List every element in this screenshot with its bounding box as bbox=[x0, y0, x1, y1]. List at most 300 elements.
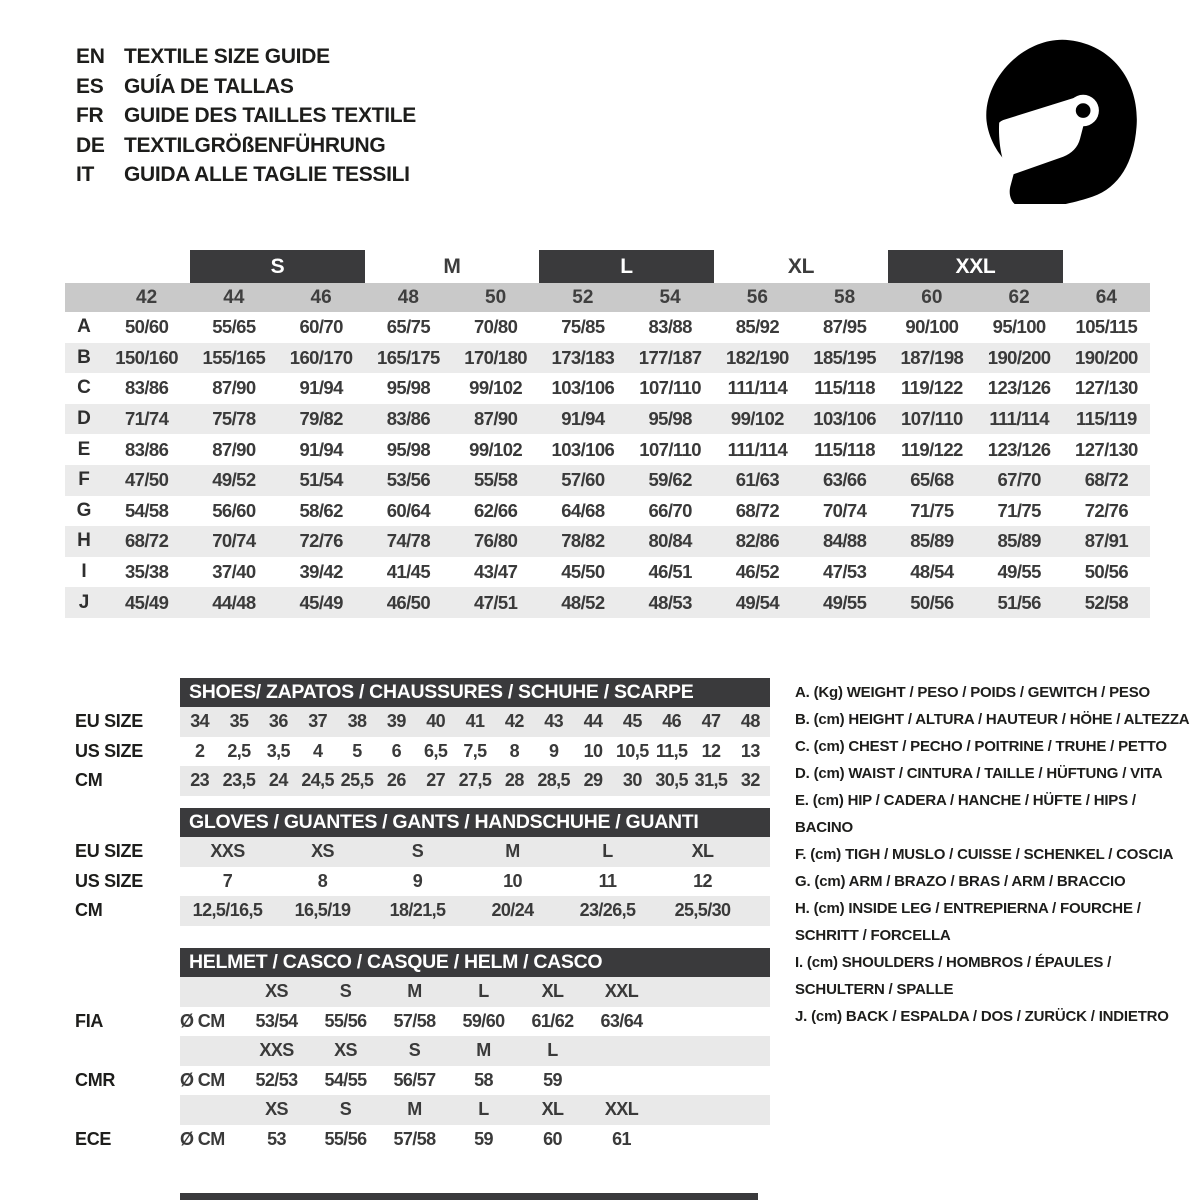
measurement-row-letter: A bbox=[77, 316, 91, 338]
section-row bbox=[75, 737, 770, 767]
language-title-row bbox=[76, 160, 416, 190]
size-value: 85/89 bbox=[910, 530, 954, 552]
numeric-size-row bbox=[65, 283, 1150, 312]
numeric-size: 46 bbox=[310, 286, 332, 308]
helmet-size-label: M bbox=[407, 981, 422, 1002]
size-value: 5 bbox=[352, 740, 362, 761]
section-row bbox=[75, 867, 770, 897]
row-cells bbox=[180, 867, 770, 897]
size-value: 72/76 bbox=[299, 530, 343, 552]
language-title-list bbox=[76, 42, 416, 190]
helmet-size-value: 58 bbox=[474, 1069, 493, 1090]
size-value: L bbox=[602, 841, 613, 862]
helmet-size-label: XL bbox=[541, 1099, 564, 1120]
size-value: 12 bbox=[693, 870, 712, 891]
size-value: 68/72 bbox=[735, 499, 780, 521]
helmet-standard-label: FIA bbox=[75, 1010, 104, 1031]
size-value: 48/54 bbox=[910, 561, 954, 583]
size-value: 170/180 bbox=[464, 346, 527, 368]
size-value: 10,5 bbox=[616, 740, 649, 761]
size-value: 44/48 bbox=[212, 591, 256, 613]
size-value: 185/195 bbox=[813, 346, 876, 368]
size-value: 173/183 bbox=[551, 346, 615, 368]
diameter-unit-label: Ø CM bbox=[180, 1069, 225, 1090]
size-value: S bbox=[411, 841, 424, 862]
helmet-size-labels bbox=[180, 1095, 770, 1125]
size-value: XS bbox=[311, 841, 334, 862]
section-row bbox=[75, 766, 770, 796]
size-value: 95/100 bbox=[992, 316, 1046, 338]
size-value: 84/88 bbox=[822, 530, 867, 552]
size-value: 64/68 bbox=[561, 499, 605, 521]
size-value: 10 bbox=[583, 740, 603, 761]
size-value: 41 bbox=[465, 711, 485, 732]
size-value: 49/52 bbox=[212, 469, 256, 491]
helmet-size-label: XS bbox=[334, 1040, 357, 1061]
size-table-row bbox=[65, 557, 1150, 588]
unit-spacer bbox=[180, 1095, 242, 1125]
size-value: 111/114 bbox=[727, 438, 788, 460]
measurement-row-letter: F bbox=[78, 469, 90, 491]
legend-item: C. (cm) CHEST / PECHO / POITRINE / TRUHE / PETTO bbox=[795, 738, 1167, 755]
helmet-size-values bbox=[180, 1066, 770, 1096]
section-row bbox=[75, 837, 770, 867]
size-value: 39/42 bbox=[299, 561, 343, 583]
size-value: 36 bbox=[268, 711, 288, 732]
size-value: 79/82 bbox=[299, 408, 343, 430]
size-value: 115/118 bbox=[814, 438, 875, 460]
helmet-size-labels bbox=[180, 977, 770, 1007]
size-value: 49/55 bbox=[997, 561, 1041, 583]
size-value: 43 bbox=[544, 711, 564, 732]
size-value: 68/72 bbox=[124, 530, 169, 552]
ece-row bbox=[75, 1125, 770, 1155]
size-group-l: L bbox=[539, 250, 714, 283]
measurement-row-letter: H bbox=[77, 530, 91, 552]
numeric-size: 42 bbox=[136, 286, 158, 308]
size-value: 44 bbox=[583, 711, 603, 732]
helmet-size-label: L bbox=[547, 1040, 558, 1061]
legend-item: H. (cm) INSIDE LEG / ENTREPIERNA / FOURCHE / SCHRITT / FORCELLA bbox=[795, 900, 1141, 944]
size-value: 46/51 bbox=[648, 561, 692, 583]
size-value: 182/190 bbox=[726, 346, 789, 368]
measurement-row-letter: E bbox=[77, 438, 91, 460]
size-value: 127/130 bbox=[1075, 377, 1138, 399]
size-table-row bbox=[65, 465, 1150, 496]
size-value: 41/45 bbox=[386, 561, 431, 583]
size-value: 107/110 bbox=[639, 438, 701, 460]
size-value: 51/56 bbox=[997, 591, 1041, 613]
size-value: 78/82 bbox=[561, 530, 605, 552]
row-cells bbox=[180, 896, 770, 926]
size-value: 107/110 bbox=[901, 408, 963, 430]
size-value: 74/78 bbox=[386, 530, 431, 552]
helmet-size-label: XXL bbox=[604, 1099, 639, 1120]
size-table-row bbox=[65, 434, 1150, 465]
size-value: 107/110 bbox=[639, 377, 701, 399]
size-value: 83/86 bbox=[124, 438, 169, 460]
numeric-size: 52 bbox=[572, 286, 594, 308]
size-value: 87/91 bbox=[1084, 530, 1129, 552]
size-value: 11,5 bbox=[655, 740, 688, 761]
size-value: 91/94 bbox=[299, 438, 343, 460]
size-value: 50/56 bbox=[910, 591, 954, 613]
numeric-size: 50 bbox=[485, 286, 507, 308]
size-value: 63/66 bbox=[822, 469, 867, 491]
size-value: 127/130 bbox=[1075, 438, 1138, 460]
size-value: 35/38 bbox=[124, 561, 169, 583]
size-value: 95/98 bbox=[648, 408, 692, 430]
size-value: XL bbox=[691, 841, 714, 862]
size-value: 51/54 bbox=[299, 469, 343, 491]
helmet-size-value: 60 bbox=[543, 1128, 562, 1149]
ece-size-band bbox=[75, 1095, 770, 1125]
size-value: 27,5 bbox=[458, 770, 492, 791]
size-value: 31,5 bbox=[694, 770, 728, 791]
size-table-row bbox=[65, 587, 1150, 618]
bottom-partial-bar bbox=[180, 1193, 758, 1200]
size-value: 42 bbox=[504, 711, 524, 732]
size-value: 23/26,5 bbox=[579, 900, 636, 921]
row-cells bbox=[180, 837, 770, 867]
helmet-size-label: S bbox=[408, 1040, 421, 1061]
helmet-size-label: M bbox=[407, 1099, 422, 1120]
size-value: 87/90 bbox=[212, 377, 256, 399]
helmet-size-value: 53/54 bbox=[255, 1010, 298, 1031]
size-value: 40 bbox=[426, 711, 446, 732]
size-value: 46 bbox=[662, 711, 682, 732]
size-value: 82/86 bbox=[735, 530, 780, 552]
gloves-size-table bbox=[75, 808, 770, 926]
size-value: 123/126 bbox=[987, 438, 1051, 460]
size-value: 150/160 bbox=[115, 346, 178, 368]
size-value: 43/47 bbox=[473, 561, 518, 583]
legend-item: B. (cm) HEIGHT / ALTURA / HAUTEUR / HÖHE / ALTEZZA bbox=[795, 711, 1190, 728]
size-table-row bbox=[65, 404, 1150, 435]
size-value: 190/200 bbox=[1075, 346, 1138, 368]
size-group-s: S bbox=[190, 250, 365, 283]
size-value: 57/60 bbox=[561, 469, 605, 491]
size-value: 35 bbox=[229, 711, 249, 732]
size-value: 67/70 bbox=[997, 469, 1041, 491]
size-value: 6,5 bbox=[424, 740, 448, 761]
size-value: 53/56 bbox=[386, 469, 431, 491]
size-value: 111/114 bbox=[727, 377, 788, 399]
size-value: 7,5 bbox=[463, 740, 487, 761]
size-value: 87/95 bbox=[822, 316, 867, 338]
size-value: 39 bbox=[386, 711, 406, 732]
size-value: 46/52 bbox=[735, 561, 780, 583]
cmr-row bbox=[75, 1066, 770, 1096]
gloves-section-header: GLOVES / GUANTES / GANTS / HANDSCHUHE / GUANTI bbox=[180, 808, 770, 837]
size-value: 99/102 bbox=[469, 377, 523, 399]
size-value: 85/92 bbox=[735, 316, 780, 338]
measurement-row-letter: J bbox=[78, 591, 90, 613]
size-value: 29 bbox=[583, 770, 603, 791]
helmet-size-values bbox=[180, 1125, 770, 1155]
helmet-size-label: S bbox=[339, 981, 352, 1002]
size-value: 115/118 bbox=[814, 377, 875, 399]
size-value: 71/75 bbox=[910, 499, 954, 521]
helmet-size-label: XXL bbox=[604, 981, 639, 1002]
size-value: 58/62 bbox=[299, 499, 343, 521]
size-value: 190/200 bbox=[987, 346, 1051, 368]
row-label-spacer bbox=[75, 1036, 180, 1066]
size-value: 165/175 bbox=[377, 346, 440, 368]
helmet-size-value: 55/56 bbox=[324, 1128, 367, 1149]
section-row bbox=[75, 896, 770, 926]
fia-size-band bbox=[75, 977, 770, 1007]
racing-helmet-graphic bbox=[975, 36, 1143, 204]
size-value: 34 bbox=[190, 711, 210, 732]
helmet-size-labels bbox=[180, 1036, 770, 1066]
numeric-size: 58 bbox=[834, 286, 856, 308]
size-value: 48/53 bbox=[648, 591, 692, 613]
row-label: CM bbox=[75, 770, 103, 791]
helmet-size-value: 59 bbox=[474, 1128, 493, 1149]
size-value: 103/106 bbox=[551, 438, 615, 460]
helmet-size-value: 57/58 bbox=[393, 1010, 436, 1031]
size-value: 26 bbox=[386, 770, 406, 791]
helmet-standard-label: ECE bbox=[75, 1128, 112, 1149]
size-value: 45 bbox=[622, 711, 642, 732]
size-value: 4 bbox=[312, 740, 323, 761]
size-value: 76/80 bbox=[473, 530, 518, 552]
helmet-size-table bbox=[75, 948, 770, 1154]
helmet-size-value: 61/62 bbox=[531, 1010, 574, 1031]
size-value: 3,5 bbox=[266, 740, 290, 761]
measurement-row-letter: G bbox=[76, 499, 92, 521]
size-value: 23,5 bbox=[222, 770, 256, 791]
numeric-size: 44 bbox=[223, 286, 245, 308]
size-value: 105/115 bbox=[1075, 316, 1138, 338]
size-value: 28 bbox=[504, 770, 524, 791]
size-value: 12,5/16,5 bbox=[192, 900, 263, 921]
size-value: 60/70 bbox=[299, 316, 343, 338]
size-value: 155/165 bbox=[202, 346, 266, 368]
language-code: EN bbox=[76, 45, 105, 68]
size-value: 85/89 bbox=[997, 530, 1041, 552]
size-value: 38 bbox=[347, 711, 367, 732]
size-value: 91/94 bbox=[561, 408, 605, 430]
helmet-size-value: 52/53 bbox=[255, 1069, 298, 1090]
size-value: 7 bbox=[222, 870, 233, 891]
helmet-size-value: 55/56 bbox=[324, 1010, 367, 1031]
helmet-size-value: 59/60 bbox=[462, 1010, 505, 1031]
row-label: EU SIZE bbox=[75, 711, 143, 732]
language-code: IT bbox=[76, 163, 95, 186]
size-value: 27 bbox=[426, 770, 446, 791]
helmet-size-value: 63/64 bbox=[600, 1010, 643, 1031]
legend-item: G. (cm) ARM / BRAZO / BRAS / ARM / BRACCIO bbox=[795, 873, 1126, 890]
shoes-section-header: SHOES/ ZAPATOS / CHAUSSURES / SCHUHE / SCARPE bbox=[180, 678, 770, 707]
row-cells bbox=[180, 766, 770, 796]
row-label-spacer bbox=[75, 1095, 180, 1125]
numeric-size: 54 bbox=[659, 286, 681, 308]
helmet-size-label: L bbox=[478, 1099, 489, 1120]
size-value: 45/49 bbox=[299, 591, 343, 613]
language-code: DE bbox=[76, 133, 105, 157]
size-value: 95/98 bbox=[386, 438, 431, 460]
size-value: 66/70 bbox=[648, 499, 692, 521]
size-value: 55/65 bbox=[212, 316, 256, 338]
size-value: 9 bbox=[412, 870, 423, 891]
size-value: XXS bbox=[210, 841, 245, 862]
shoes-rows bbox=[75, 707, 770, 796]
size-value: 83/86 bbox=[124, 377, 169, 399]
helmet-size-value: 53 bbox=[267, 1128, 286, 1149]
size-value: 45/49 bbox=[124, 591, 169, 613]
size-value: 25,5/30 bbox=[674, 900, 731, 921]
section-row bbox=[75, 707, 770, 737]
size-value: 115/119 bbox=[1076, 408, 1137, 430]
size-value: 47/53 bbox=[822, 561, 867, 583]
size-value: 47/51 bbox=[473, 591, 518, 613]
language-title-row bbox=[76, 131, 416, 161]
numeric-size: 64 bbox=[1095, 286, 1117, 308]
legend-item: J. (cm) BACK / ESPALDA / DOS / ZURÜCK / INDIETRO bbox=[795, 1008, 1169, 1025]
size-value: 49/54 bbox=[735, 591, 780, 613]
size-value: 95/98 bbox=[386, 377, 431, 399]
numeric-size: 48 bbox=[397, 286, 419, 308]
helmet-size-label: M bbox=[476, 1040, 491, 1061]
size-value: 71/75 bbox=[997, 499, 1041, 521]
helmet-size-label: S bbox=[339, 1099, 352, 1120]
size-value: 103/106 bbox=[551, 377, 615, 399]
size-value: 65/75 bbox=[386, 316, 431, 338]
size-value: 8 bbox=[509, 740, 520, 761]
measurement-row-letter: C bbox=[77, 377, 91, 399]
helmet-size-value: 56/57 bbox=[393, 1069, 436, 1090]
row-label: CM bbox=[75, 900, 103, 921]
size-value: 50/56 bbox=[1084, 561, 1129, 583]
unit-spacer bbox=[180, 977, 242, 1007]
size-group-m: M bbox=[443, 254, 461, 278]
size-value: 32 bbox=[740, 770, 760, 791]
guide-title: GUÍA DE TALLAS bbox=[124, 74, 294, 98]
size-value: 13 bbox=[740, 740, 760, 761]
helmet-size-value: 57/58 bbox=[393, 1128, 436, 1149]
size-value: 48/52 bbox=[561, 591, 605, 613]
size-value: 59/62 bbox=[648, 469, 692, 491]
size-value: 160/170 bbox=[289, 346, 353, 368]
size-value: 9 bbox=[548, 740, 559, 761]
cmr-size-band bbox=[75, 1036, 770, 1066]
size-value: 72/76 bbox=[1084, 499, 1129, 521]
size-value: 55/58 bbox=[473, 469, 518, 491]
size-value: 6 bbox=[391, 740, 402, 761]
helmet-standard-label: CMR bbox=[75, 1069, 116, 1090]
size-value: 62/66 bbox=[473, 499, 518, 521]
row-label-spacer bbox=[75, 977, 180, 1007]
size-group-xl: XL bbox=[787, 254, 815, 278]
size-value: 83/88 bbox=[648, 316, 692, 338]
size-value: 12 bbox=[701, 740, 721, 761]
textile-size-table bbox=[65, 250, 1150, 618]
row-cells bbox=[180, 737, 770, 767]
size-value: 10 bbox=[503, 870, 522, 891]
helmet-size-value: 54/55 bbox=[324, 1069, 367, 1090]
size-value: 80/84 bbox=[648, 530, 692, 552]
measurement-legend bbox=[795, 679, 1195, 1030]
size-value: 71/74 bbox=[124, 408, 169, 430]
size-value: 70/74 bbox=[822, 499, 867, 521]
size-value: 47 bbox=[701, 711, 721, 732]
size-value: 2 bbox=[194, 740, 205, 761]
size-value: 111/114 bbox=[989, 408, 1049, 430]
size-value: 87/90 bbox=[473, 408, 518, 430]
size-table-row bbox=[65, 373, 1150, 404]
size-value: 50/60 bbox=[124, 316, 169, 338]
language-code: FR bbox=[76, 104, 104, 127]
size-value: 99/102 bbox=[730, 408, 784, 430]
row-label: US SIZE bbox=[75, 740, 143, 761]
size-value: 25,5 bbox=[340, 770, 374, 791]
size-group-xxl: XXL bbox=[888, 250, 1063, 283]
size-value: 52/58 bbox=[1084, 591, 1129, 613]
size-value: 37/40 bbox=[212, 561, 256, 583]
guide-title: GUIDA ALLE TAGLIE TESSILI bbox=[124, 163, 410, 186]
legend-item: E. (cm) HIP / CADERA / HANCHE / HÜFTE / HIPS / BACINO bbox=[795, 792, 1136, 836]
size-table-row bbox=[65, 343, 1150, 374]
size-table-rows bbox=[65, 312, 1150, 618]
size-table-row bbox=[65, 312, 1150, 343]
size-value: 46/50 bbox=[386, 591, 431, 613]
size-value: 60/64 bbox=[386, 499, 431, 521]
helmet-size-label: XL bbox=[541, 981, 564, 1002]
size-table-row bbox=[65, 526, 1150, 557]
measurement-row-letter: D bbox=[77, 408, 91, 430]
size-value: 56/60 bbox=[212, 499, 256, 521]
size-value: 87/90 bbox=[212, 438, 256, 460]
helmet-section-header: HELMET / CASCO / CASQUE / HELM / CASCO bbox=[180, 948, 770, 977]
language-title-row bbox=[76, 101, 416, 131]
numeric-size-spacer bbox=[65, 283, 103, 312]
helmet-size-label: XXS bbox=[259, 1040, 294, 1061]
size-value: 177/187 bbox=[638, 346, 702, 368]
row-label: EU SIZE bbox=[75, 841, 143, 862]
row-label: US SIZE bbox=[75, 870, 143, 891]
guide-title: TEXTILE SIZE GUIDE bbox=[124, 45, 330, 68]
legend-item: D. (cm) WAIST / CINTURA / TAILLE / HÜFTUNG / VITA bbox=[795, 765, 1163, 782]
numeric-size: 60 bbox=[921, 286, 943, 308]
numeric-size: 56 bbox=[746, 286, 768, 308]
size-value: 54/58 bbox=[124, 499, 169, 521]
size-value: M bbox=[505, 841, 520, 862]
size-value: 16,5/19 bbox=[294, 900, 351, 921]
size-value: 47/50 bbox=[124, 469, 169, 491]
size-value: 65/68 bbox=[910, 469, 954, 491]
size-group-band bbox=[65, 250, 1150, 283]
size-value: 68/72 bbox=[1084, 469, 1129, 491]
legend-item: F. (cm) TIGH / MUSLO / CUISSE / SCHENKEL / COSCIA bbox=[795, 846, 1174, 863]
size-value: 18/21,5 bbox=[389, 900, 446, 921]
language-code: ES bbox=[76, 74, 104, 98]
diameter-unit-label: Ø CM bbox=[180, 1128, 225, 1149]
size-value: 83/86 bbox=[386, 408, 431, 430]
row-cells bbox=[180, 707, 770, 737]
size-value: 37 bbox=[308, 711, 328, 732]
legend-item: I. (cm) SHOULDERS / HOMBROS / ÉPAULES / SCHULTERN / SPALLE bbox=[795, 954, 1112, 998]
size-value: 30 bbox=[622, 770, 642, 791]
size-value: 61/63 bbox=[735, 469, 780, 491]
size-value: 119/122 bbox=[901, 438, 963, 460]
fia-row bbox=[75, 1007, 770, 1037]
size-value: 24 bbox=[268, 770, 288, 791]
helmet-size-values bbox=[180, 1007, 770, 1037]
unit-spacer bbox=[180, 1036, 242, 1066]
size-value: 70/80 bbox=[473, 316, 518, 338]
